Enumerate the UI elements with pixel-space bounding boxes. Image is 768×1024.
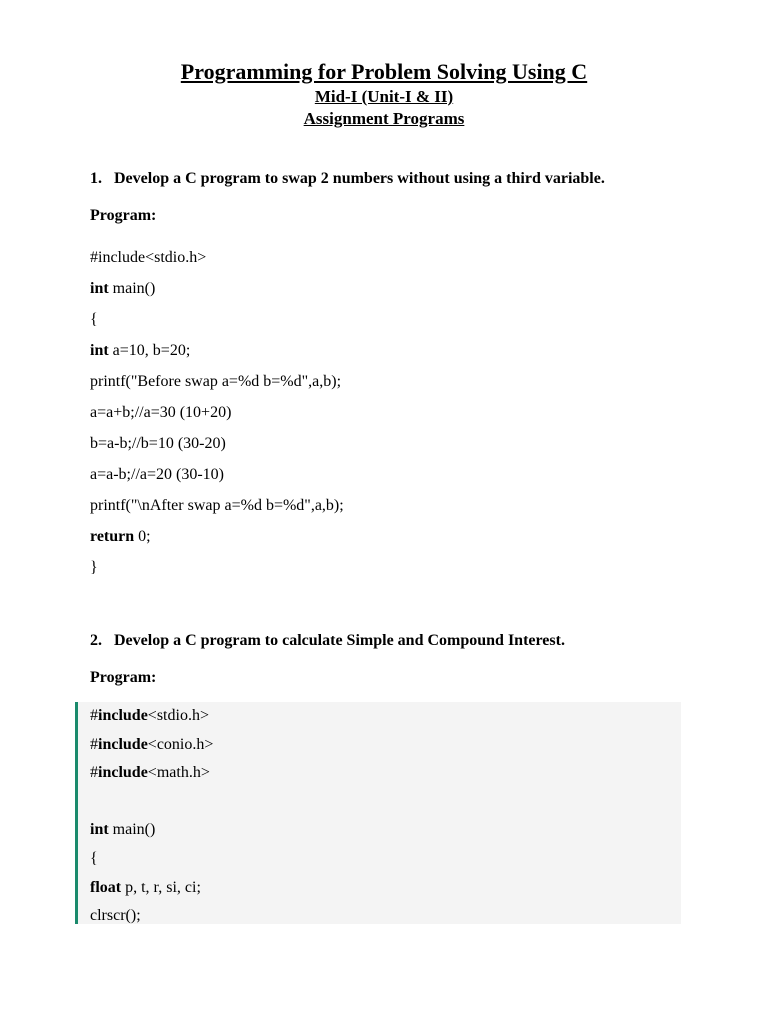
code-line: { [90, 311, 98, 328]
code-line: int a=10, b=20; [90, 342, 191, 359]
question-2-text: Develop a C program to calculate Simple and Compound Interest. [114, 632, 565, 649]
document-title: Programming for Problem Solving Using C [180, 59, 588, 84]
code-line: int main() [90, 280, 156, 297]
code-line: #include<stdio.h> [90, 707, 209, 724]
question-2-heading [90, 630, 565, 652]
code-line: clrscr(); [90, 907, 141, 925]
code-line: #include<math.h> [90, 764, 210, 782]
code-line: int main() [90, 821, 156, 839]
code-line: float p, t, r, si, ci; [90, 878, 201, 896]
question-2-program-label: Program: [90, 669, 157, 686]
code-line: return 0; [90, 528, 151, 545]
document-subtitle-exam: Mid-I (Unit-I & II) [314, 87, 454, 106]
code-line: printf("Before swap a=%d b=%d",a,b); [90, 373, 342, 390]
code-line: #include<conio.h> [90, 735, 214, 753]
question-1-code-block [90, 242, 344, 583]
code-line: printf("\nAfter swap a=%d b=%d",a,b); [90, 497, 344, 514]
code-line: a=a+b;//a=30 (10+20) [90, 404, 232, 421]
code-line [90, 788, 213, 817]
code-line: b=a-b;//b=10 (30-20) [90, 435, 226, 452]
code-line: a=a-b;//a=20 (30-10) [90, 466, 224, 483]
question-1-text: Develop a C program to swap 2 numbers without using a third variable. [114, 170, 605, 187]
question-1-heading [90, 168, 605, 190]
code-line: #include<stdio.h> [90, 249, 207, 266]
question-1-number: 1. [90, 170, 102, 187]
question-1-program-label: Program: [90, 207, 157, 224]
document-subtitle-assignment: Assignment Programs [303, 109, 465, 128]
code-line: } [90, 559, 98, 576]
code-line: { [90, 849, 98, 867]
question-2-code-block [90, 702, 213, 931]
question-2-number: 2. [90, 632, 102, 649]
